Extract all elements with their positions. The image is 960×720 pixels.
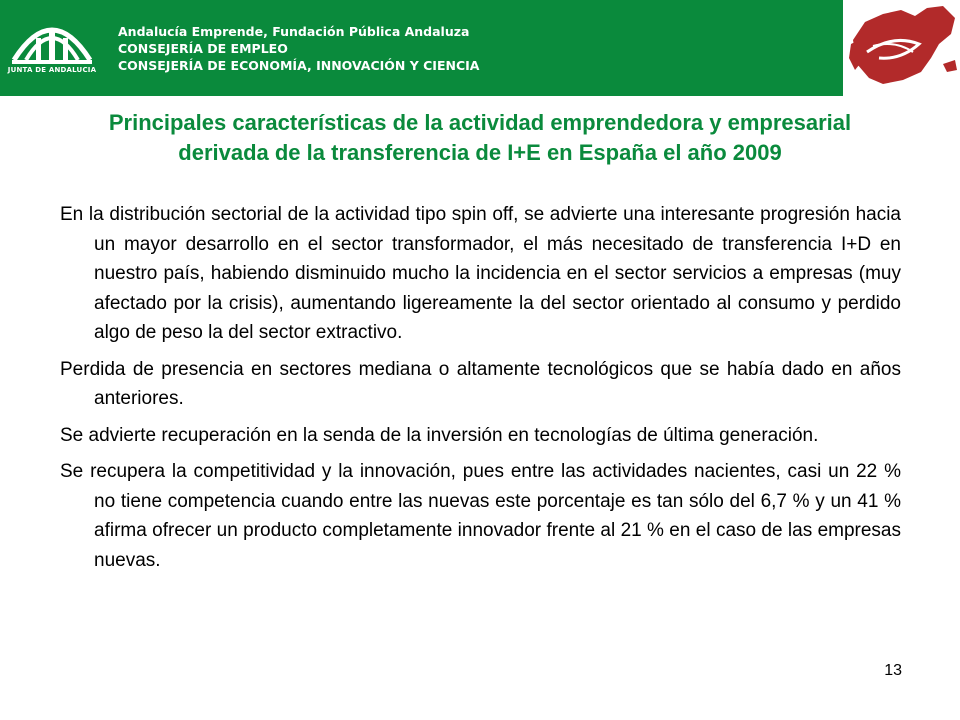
org-line-employment: CONSEJERÍA DE EMPLEO <box>118 41 288 56</box>
paragraph-competitiveness: Se recupera la competitividad y la innovación, pues entre las actividades nacientes, casi un 22 % no tiene competencia cuando entre las nuevas este porcentaje es tan sólo del 6,7 % y un 41 % afirma ofrecer un producto completamente innovador frente al 21 % en el caso de las empresas nuevas. <box>60 461 901 571</box>
org-line-economy: CONSEJERÍA DE ECONOMÍA, INNOVACIÓN Y CIENCIA <box>118 58 480 73</box>
paragraph-technology-recovery: Se advierte recuperación en la senda de la inversión en tecnologías de última generación. <box>60 424 819 446</box>
slide-body <box>60 200 901 582</box>
slide-title-line-2: derivada de la transferencia de I+E en España el año 2009 <box>178 140 782 165</box>
junta-de-andalucia-emblem-icon <box>6 8 98 92</box>
header-bar <box>0 0 843 96</box>
slide-title <box>0 108 960 168</box>
paragraph-sectoral-distribution: En la distribución sectorial de la actividad tipo spin off, se advierte una interesante progresión hacia un mayor desarrollo en el sector transformador, el más necesitado de transferencia I+D en nuestro país, habiendo disminuido mucho la incidencia en el sector servicios a empresas (muy afectado por la crisis), aumentando ligereamente la del sector orientado al consumo y perdido algo de peso la del sector extractivo. <box>60 204 901 343</box>
map-box <box>843 0 960 96</box>
logo-caption: JUNTA DE ANDALUCIA <box>7 66 97 74</box>
org-line-foundation: Andalucía Emprende, Fundación Pública Andaluza <box>118 24 470 39</box>
page-number: 13 <box>884 662 902 679</box>
paragraph-loss-of-presence: Perdida de presencia en sectores mediana o altamente tecnológicos que se había dado en años anteriores. <box>60 358 901 409</box>
slide-title-line-1: Principales características de la actividad emprendedora y empresarial <box>108 110 852 135</box>
iberian-peninsula-map-icon <box>843 0 960 96</box>
organization-lines <box>118 23 479 74</box>
